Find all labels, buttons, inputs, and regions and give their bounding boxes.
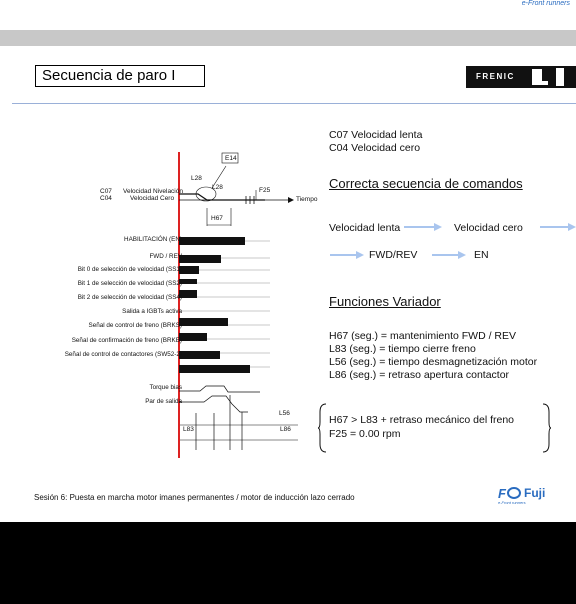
frenic-i-shape bbox=[556, 68, 564, 86]
frenic-logo bbox=[466, 66, 576, 88]
signal-label: Señal de confirmación de freno (BRKE) bbox=[71, 337, 182, 344]
condition-f25: F25 = 0.00 rpm bbox=[329, 428, 401, 440]
signal-label: Bit 1 de selección de velocidad (SS2) bbox=[77, 280, 182, 287]
svg-text:F: F bbox=[498, 486, 506, 500]
label-l28b: L28 bbox=[212, 184, 223, 191]
fuji-brand-sub: e-Front runners bbox=[498, 500, 526, 505]
frenic-logo-text: FRENIC bbox=[476, 72, 515, 81]
label-c04: C04 bbox=[100, 195, 112, 202]
arrow-icon bbox=[540, 222, 576, 232]
footer-text: Sesión 6: Puesta en marcha motor imanes permanentes / motor de inducción lazo cerrado bbox=[34, 493, 355, 502]
label-tiempo: Tiempo bbox=[296, 196, 318, 203]
condition-h67: H67 > L83 + retraso mecánico del freno bbox=[329, 414, 515, 426]
fuji-brand-text: Fuji bbox=[524, 486, 546, 500]
fe-logo-icon bbox=[498, 486, 522, 500]
func-l56: L56 (seg.) = tiempo desmagnetización motor bbox=[329, 356, 538, 368]
func-l86: L86 (seg.) = retraso apertura contactor bbox=[329, 369, 510, 381]
signal-label: HABILITACIÓN (EN) bbox=[124, 236, 182, 243]
signal-label: FWD / REV bbox=[149, 253, 182, 260]
func-l83: L83 (seg.) = tiempo cierre freno bbox=[329, 343, 476, 355]
seq-velocidad-cero: Velocidad cero bbox=[454, 222, 523, 234]
func-h67: H67 (seg.) = mantenimiento FWD / REV bbox=[329, 330, 517, 342]
label-l83: L83 bbox=[183, 426, 194, 433]
arrow-icon bbox=[330, 250, 366, 260]
label-h67: H67 bbox=[211, 215, 223, 222]
top-logo: e-Front runners bbox=[521, 0, 570, 7]
seq-velocidad-lenta: Velocidad lenta bbox=[329, 222, 401, 234]
seq-fwd-rev: FWD/REV bbox=[369, 249, 418, 261]
label-l56: L56 bbox=[279, 410, 290, 417]
signal-label: Señal de control de contactores (SW52-2) bbox=[64, 351, 182, 358]
arrow-icon bbox=[404, 222, 444, 232]
seq-en: EN bbox=[474, 249, 489, 261]
label-par-salida: Par de salida bbox=[145, 398, 182, 405]
label-torque-bias: Torque bias bbox=[149, 384, 182, 391]
text-c04: C04 Velocidad cero bbox=[329, 142, 421, 154]
signal-label: Bit 2 de selección de velocidad (SS4) bbox=[77, 294, 182, 301]
label-velocidad-nivelacion: Velocidad Nivelación bbox=[123, 188, 183, 195]
label-velocidad-cero: Velocidad Cero bbox=[130, 195, 175, 202]
label-e14: E14 bbox=[225, 155, 237, 162]
signal-label: Salida a IGBTs activa bbox=[122, 308, 182, 315]
label-c07: C07 bbox=[100, 188, 112, 195]
label-l28a: L28 bbox=[191, 175, 202, 182]
page-title: Secuencia de paro I bbox=[35, 65, 205, 87]
arrow-icon bbox=[432, 250, 468, 260]
heading-functions: Funciones Variador bbox=[329, 294, 441, 309]
text-c07: C07 Velocidad lenta bbox=[329, 129, 423, 141]
heading-sequence: Correcta secuencia de comandos bbox=[329, 176, 523, 191]
frenic-l-shape-base bbox=[532, 81, 548, 85]
signal-label: Señal de control de freno (BRKS) bbox=[88, 322, 182, 329]
signal-label: Bit 0 de selección de velocidad (SS1) bbox=[77, 266, 182, 273]
label-f25: F25 bbox=[259, 187, 271, 194]
label-l86: L86 bbox=[280, 426, 291, 433]
